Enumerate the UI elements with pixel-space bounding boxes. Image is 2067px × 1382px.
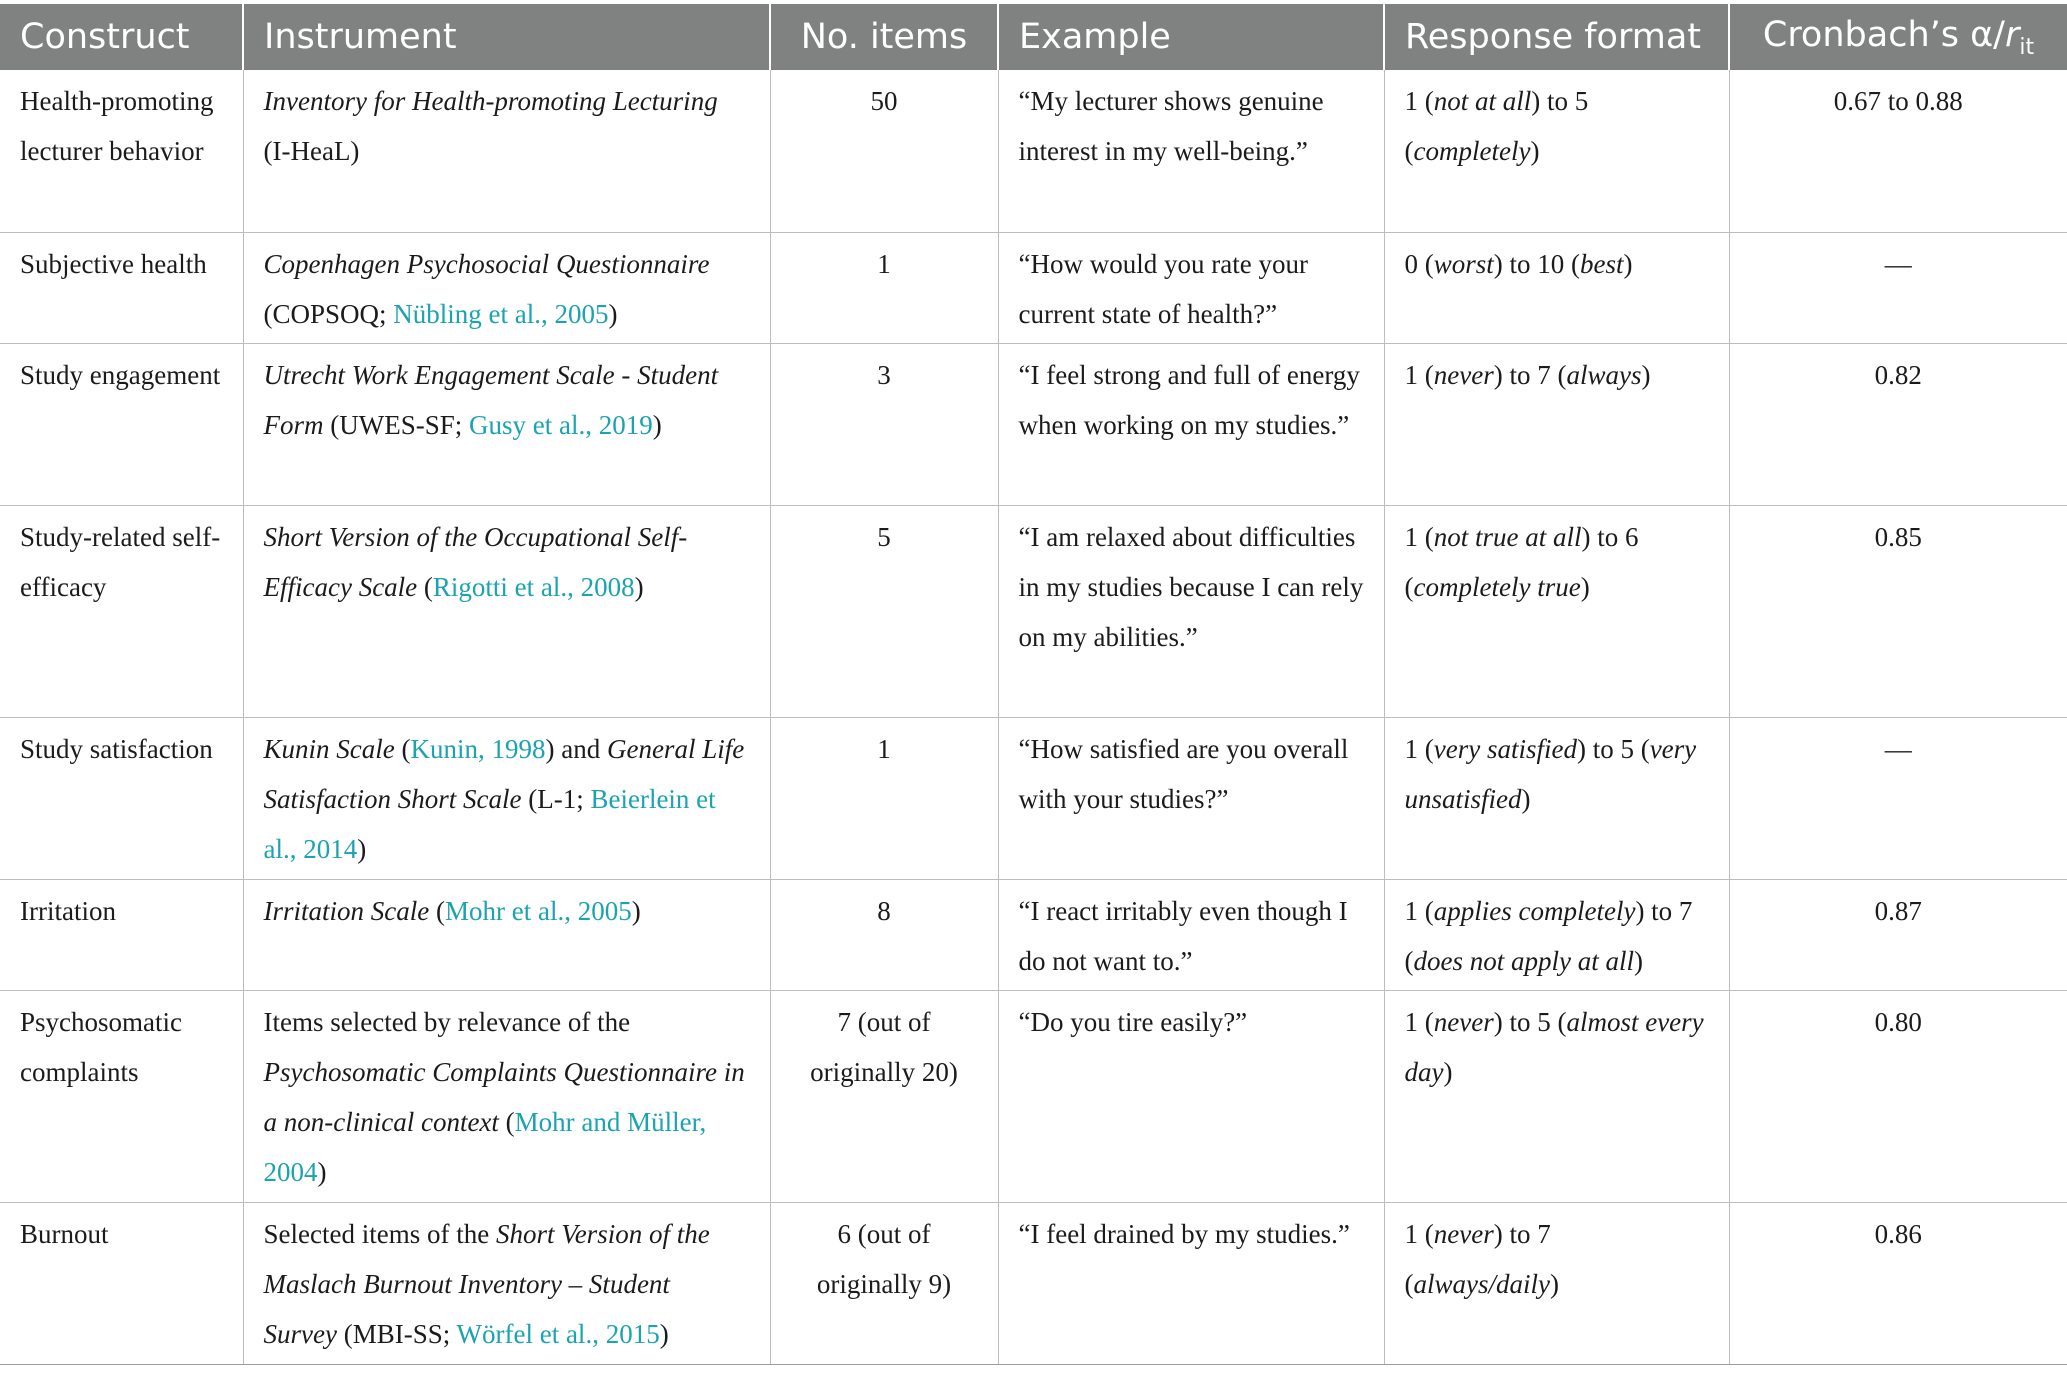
instrument-cell xyxy=(243,505,770,717)
instrument-text: ( xyxy=(417,571,433,602)
items-cell: 7 (out of originally 20) xyxy=(770,990,998,1202)
response-anchor: never xyxy=(1433,359,1494,390)
alpha-cell: 0.86 xyxy=(1729,1202,2067,1364)
response-cell xyxy=(1384,505,1729,717)
alpha-cell: — xyxy=(1729,232,2067,343)
instrument-text: (COPSOQ; xyxy=(263,298,394,329)
alpha-cell: 0.80 xyxy=(1729,990,2067,1202)
response-anchor: always/daily xyxy=(1413,1268,1550,1299)
response-text: ) xyxy=(1580,571,1590,602)
response-text: ) to 7 ( xyxy=(1493,359,1567,390)
response-text: ) to 7 ( xyxy=(1404,895,1693,976)
items-cell: 1 xyxy=(770,232,998,343)
table-row xyxy=(0,505,2067,717)
instrument-cell xyxy=(243,879,770,990)
items-cell: 5 xyxy=(770,505,998,717)
construct-cell: Study-related self-efficacy xyxy=(0,505,243,717)
response-cell xyxy=(1384,990,1729,1202)
response-text: ) to 5 ( xyxy=(1576,733,1650,764)
table-row xyxy=(0,879,2067,990)
instrument-cell xyxy=(243,70,770,232)
instrument-text: ( xyxy=(429,895,445,926)
instrument-text: ) xyxy=(357,833,367,864)
response-anchor: worst xyxy=(1433,248,1494,279)
response-text: ) xyxy=(1623,248,1633,279)
header-example: Example xyxy=(998,4,1384,70)
citation-link[interactable]: Kunin, 1998 xyxy=(410,733,546,764)
construct-cell: Subjective health xyxy=(0,232,243,343)
items-cell: 3 xyxy=(770,343,998,505)
response-text: ) xyxy=(1443,1056,1453,1087)
response-text: 0 ( xyxy=(1404,248,1434,279)
citation-link[interactable]: Mohr and Müller, 2004 xyxy=(263,1106,707,1187)
response-text: ) xyxy=(1521,783,1531,814)
items-cell: 50 xyxy=(770,70,998,232)
citation-link[interactable]: Nübling et al., 2005 xyxy=(393,298,609,329)
table-row xyxy=(0,232,2067,343)
header-no-items: No. items xyxy=(770,4,998,70)
construct-cell: Burnout xyxy=(0,1202,243,1364)
header-alpha-sub: it xyxy=(2019,34,2035,60)
response-cell xyxy=(1384,343,1729,505)
citation-link[interactable]: Wörfel et al., 2015 xyxy=(456,1318,660,1349)
response-text: ) xyxy=(1641,359,1651,390)
instrument-title: Inventory for Health-promoting Lecturing xyxy=(263,86,718,116)
instrument-title: Irritation Scale xyxy=(263,895,430,926)
response-text: 1 ( xyxy=(1404,1218,1434,1249)
citation-link[interactable]: Beierlein et al., 2014 xyxy=(263,783,716,864)
response-anchor: not true at all xyxy=(1433,521,1582,552)
response-anchor: completely xyxy=(1413,136,1531,166)
instrument-cell xyxy=(243,717,770,879)
response-anchor: always xyxy=(1566,359,1642,390)
header-alpha-prefix: Cronbach’s α/ xyxy=(1762,14,2005,55)
instrument-text: ) xyxy=(652,409,662,440)
header-alpha-r: r xyxy=(2004,14,2020,55)
instrument-cell xyxy=(243,232,770,343)
alpha-cell: 0.67 to 0.88 xyxy=(1729,70,2067,232)
response-cell xyxy=(1384,879,1729,990)
response-cell xyxy=(1384,1202,1729,1364)
alpha-cell: 0.87 xyxy=(1729,879,2067,990)
response-text: ) xyxy=(1550,1268,1559,1299)
instrument-title: Psychosomatic Complaints Questionnaire in a non-clinical context xyxy=(263,1056,745,1137)
citation-link[interactable]: Rigotti et al., 2008 xyxy=(432,571,635,602)
response-text: 1 ( xyxy=(1404,359,1434,390)
alpha-cell: 0.82 xyxy=(1729,343,2067,505)
example-cell: “I react irritably even though I do not want to.” xyxy=(998,879,1384,990)
construct-cell: Irritation xyxy=(0,879,243,990)
alpha-cell: — xyxy=(1729,717,2067,879)
example-cell: “How satisfied are you overall with your studies?” xyxy=(998,717,1384,879)
response-anchor: never xyxy=(1433,1006,1494,1037)
response-anchor: not at all xyxy=(1433,86,1532,116)
response-anchor: does not apply at all xyxy=(1413,945,1634,976)
instrument-text: ( xyxy=(498,1106,515,1137)
response-text: 1 ( xyxy=(1404,1006,1434,1037)
instrument-text: ( xyxy=(394,733,411,764)
construct-cell: Psychosomatic complaints xyxy=(0,990,243,1202)
construct-cell: Study engagement xyxy=(0,343,243,505)
measures-table xyxy=(0,4,2067,1365)
table-row xyxy=(0,990,2067,1202)
response-text: ) to 10 ( xyxy=(1493,248,1581,279)
instrument-cell xyxy=(243,990,770,1202)
instrument-text: Selected items of the xyxy=(263,1218,496,1249)
response-anchor: very unsatisfied xyxy=(1404,733,1697,814)
response-text: ) to 6 ( xyxy=(1404,521,1639,602)
response-text: 1 ( xyxy=(1404,895,1434,926)
header-cronbach-alpha xyxy=(1729,4,2067,70)
instrument-text: (MBI-SS; xyxy=(336,1318,457,1349)
response-anchor: completely true xyxy=(1413,571,1581,602)
table-header xyxy=(0,4,2067,70)
response-text: ) to 5 ( xyxy=(1404,86,1589,166)
response-anchor: very satisfied xyxy=(1433,733,1577,764)
response-anchor: never xyxy=(1433,1218,1494,1249)
citation-link[interactable]: Gusy et al., 2019 xyxy=(469,409,653,440)
citation-link[interactable]: Mohr et al., 2005 xyxy=(444,895,632,926)
instrument-text: (L-1; xyxy=(521,783,591,814)
instrument-text: ) and xyxy=(545,733,607,764)
response-text: ) to 7 ( xyxy=(1404,1218,1551,1299)
items-cell: 8 xyxy=(770,879,998,990)
header-construct: Construct xyxy=(0,4,243,70)
response-text: ) xyxy=(1530,136,1540,166)
instrument-title: Kunin Scale xyxy=(263,733,395,764)
instrument-text: ) xyxy=(608,298,618,329)
items-cell: 1 xyxy=(770,717,998,879)
response-anchor: almost every day xyxy=(1404,1006,1704,1087)
header-instrument: Instrument xyxy=(243,4,770,70)
instrument-text: ) xyxy=(631,895,641,926)
instrument-title: General Life Satisfaction Short Scale xyxy=(263,733,745,814)
instrument-text: (I-HeaL) xyxy=(263,136,360,166)
response-cell xyxy=(1384,717,1729,879)
instrument-title: Copenhagen Psychosocial Questionnaire xyxy=(263,248,710,279)
instrument-text: ) xyxy=(634,571,644,602)
table-row xyxy=(0,717,2067,879)
construct-cell: Health-promoting lecturer behavior xyxy=(0,70,243,232)
example-cell: “My lecturer shows genuine interest in my well-being.” xyxy=(998,70,1384,232)
example-cell: “I feel strong and full of energy when working on my studies.” xyxy=(998,343,1384,505)
response-cell xyxy=(1384,70,1729,232)
response-anchor: applies completely xyxy=(1433,895,1636,926)
instrument-title: Short Version of the Maslach Burnout Inventory – Student Survey xyxy=(263,1218,710,1349)
instrument-cell xyxy=(243,1202,770,1364)
response-text: 1 ( xyxy=(1404,521,1434,552)
header-response-format: Response format xyxy=(1384,4,1729,70)
table-row xyxy=(0,70,2067,232)
construct-cell: Study satisfaction xyxy=(0,717,243,879)
instrument-text: (UWES-SF; xyxy=(323,409,470,440)
example-cell: “How would you rate your current state of health?” xyxy=(998,232,1384,343)
items-cell: 6 (out of originally 9) xyxy=(770,1202,998,1364)
instrument-title: Short Version of the Occupational Self-Efficacy Scale xyxy=(263,521,688,602)
table-row xyxy=(0,1202,2067,1364)
response-anchor: best xyxy=(1580,248,1624,279)
response-text: 1 ( xyxy=(1404,733,1434,764)
instrument-text: Items selected by relevance of the xyxy=(263,1006,631,1037)
alpha-cell: 0.85 xyxy=(1729,505,2067,717)
instrument-text: ) xyxy=(317,1156,327,1187)
table-row xyxy=(0,343,2067,505)
response-cell xyxy=(1384,232,1729,343)
instrument-text: ) xyxy=(659,1318,669,1349)
example-cell: “I feel drained by my studies.” xyxy=(998,1202,1384,1364)
response-text: ) xyxy=(1633,945,1643,976)
example-cell: “Do you tire easily?” xyxy=(998,990,1384,1202)
response-text: 1 ( xyxy=(1404,86,1434,116)
instrument-title: Utrecht Work Engagement Scale - Student Form xyxy=(263,359,719,440)
response-text: ) to 5 ( xyxy=(1493,1006,1567,1037)
instrument-cell xyxy=(243,343,770,505)
example-cell: “I am relaxed about difficulties in my studies because I can rely on my abilities.” xyxy=(998,505,1384,717)
